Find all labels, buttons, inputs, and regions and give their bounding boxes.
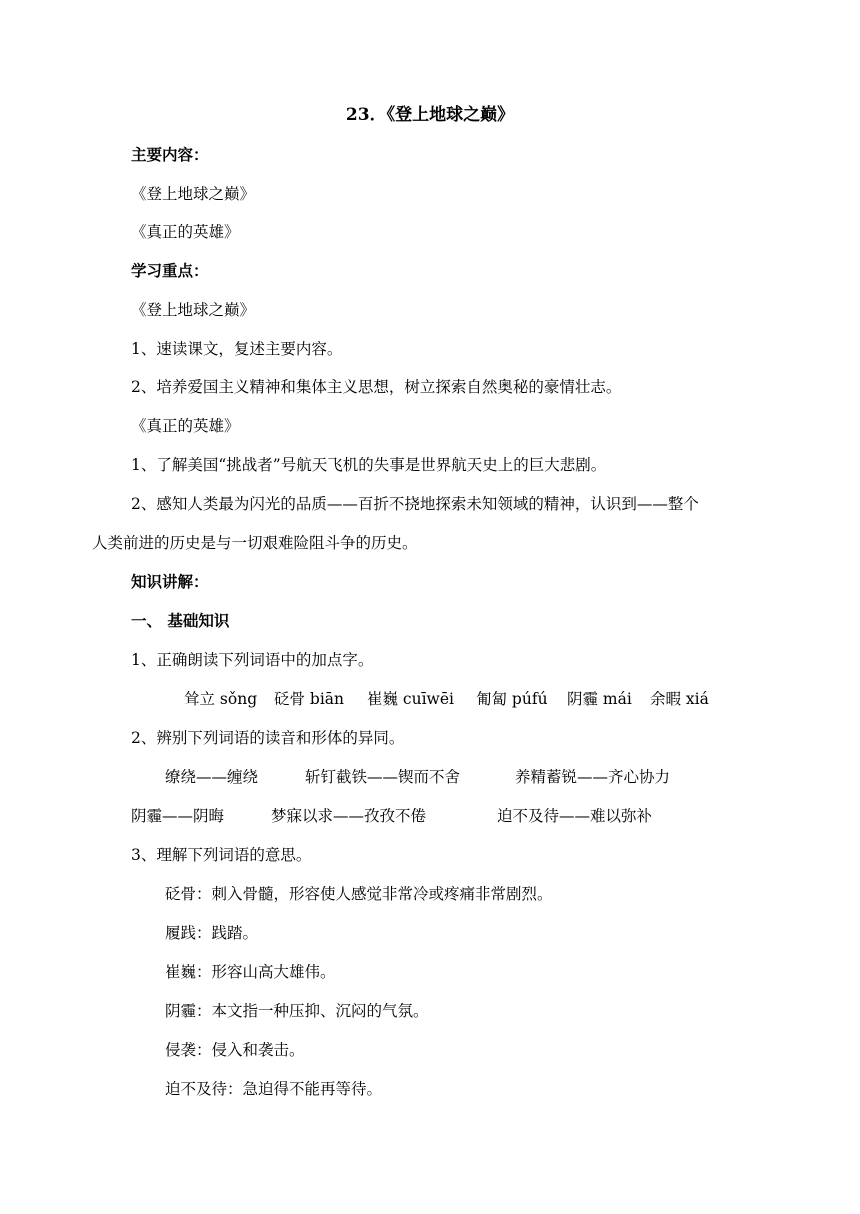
page-title: 23．《登上地球之巅》	[345, 105, 515, 125]
explanation-heading: 知识讲解：	[131, 572, 209, 591]
pinyin-word: 耸立 sǒng	[184, 690, 258, 708]
key-point-item: 2、培养爱国主义精神和集体主义思想，树立探索自然奥秘的豪情壮志。	[131, 378, 622, 396]
question-2: 2、辨别下列词语的读音和形体的异同。	[131, 729, 405, 747]
pinyin-word: 匍匐 púfú	[476, 690, 548, 708]
word-definition: 履践：践踏。	[165, 924, 259, 942]
pinyin-word: 崔巍 cuīwēi	[367, 690, 454, 708]
word-definition: 侵袭：侵入和袭击。	[165, 1041, 305, 1059]
main-content-item: 《真正的英雄》	[131, 223, 240, 241]
pinyin-word: 砭骨 biān	[274, 690, 345, 708]
question-3: 3、理解下列词语的意思。	[131, 846, 312, 864]
key-point-item-continuation: 人类前进的历史是与一切艰难险阻斗争的历史。	[92, 534, 418, 552]
word-definition: 砭骨：刺入骨髓，形容使人感觉非常冷或疼痛非常剧烈。	[165, 885, 553, 903]
word-pair: 阴霾——阴晦	[131, 807, 225, 825]
main-content-item: 《登上地球之巅》	[131, 185, 256, 203]
word-definition: 迫不及待：急迫得不能再等待。	[165, 1080, 383, 1098]
key-point-item: 1、速读课文，复述主要内容。	[131, 340, 343, 358]
key-point-item: 2、感知人类最为闪光的品质——百折不挠地探索未知领域的精神，认识到——整个	[131, 495, 699, 513]
word-definition: 阴霾：本文指一种压抑、沉闷的气氛。	[165, 1002, 429, 1020]
main-content-heading: 主要内容：	[131, 145, 209, 164]
word-pair-row	[0, 767, 860, 787]
explanation-subheading: 一、 基础知识	[131, 611, 230, 630]
key-points-part1-title: 《登上地球之巅》	[131, 301, 256, 319]
pinyin-word: 阴霾 mái	[567, 690, 632, 708]
key-points-part2-title: 《真正的英雄》	[131, 417, 240, 435]
key-points-heading: 学习重点：	[131, 261, 209, 280]
word-pair: 梦寐以求——孜孜不倦	[271, 807, 427, 825]
word-pair: 迫不及待——难以弥补	[497, 807, 653, 825]
question-1: 1、正确朗读下列词语中的加点字。	[131, 651, 374, 669]
word-pair-row	[0, 806, 860, 826]
pinyin-word-row	[0, 689, 860, 709]
word-pair: 养精蓄锐——齐心协力	[515, 768, 671, 786]
word-definition: 崔巍：形容山高大雄伟。	[165, 963, 336, 981]
word-pair: 斩钉截铁——锲而不舍	[305, 768, 461, 786]
word-pair: 缭绕——缠绕	[165, 768, 259, 786]
key-point-item: 1、了解美国“挑战者”号航天飞机的失事是世界航天史上的巨大悲剧。	[131, 456, 607, 474]
pinyin-word: 余暇 xiá	[650, 690, 709, 708]
